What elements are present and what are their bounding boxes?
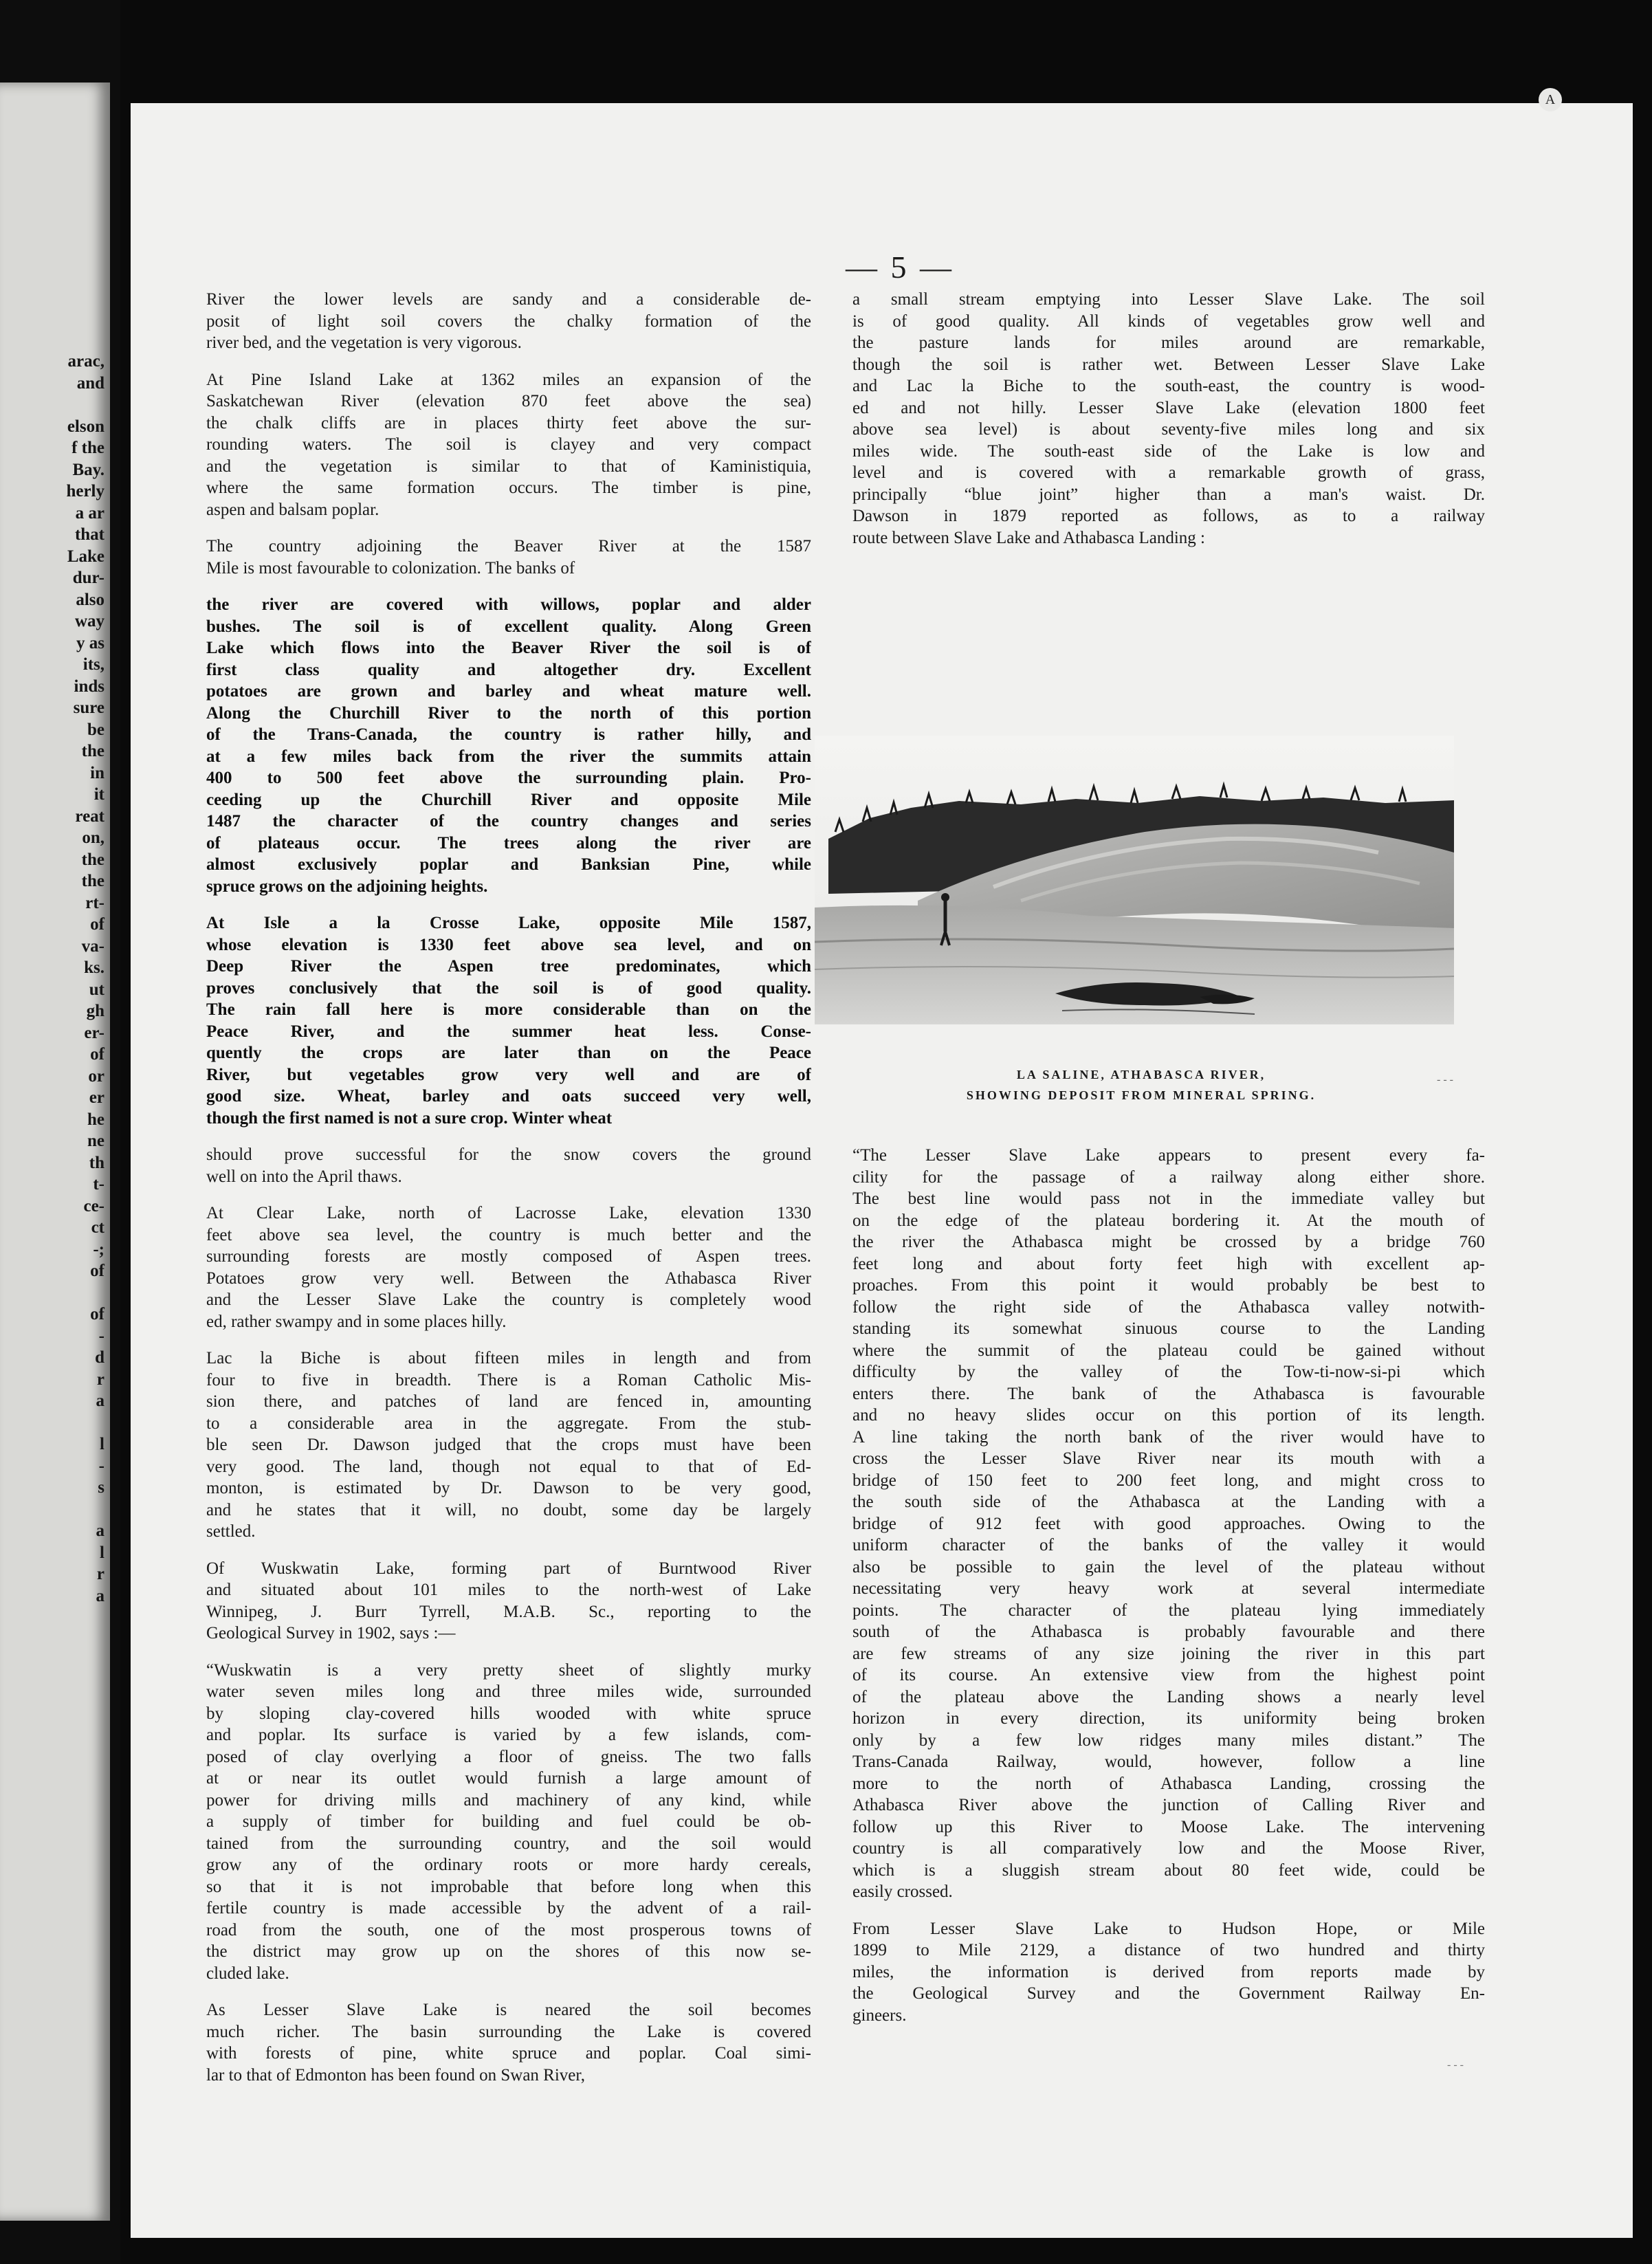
facing-page-fragment: and (76, 373, 104, 393)
facing-page-fragment: he (87, 1110, 104, 1129)
facing-page-fragment: inds (74, 677, 104, 696)
text-line: south of the Athabasca is probably favourable and there (852, 1623, 1485, 1641)
facing-page-fragment: of (90, 1262, 104, 1280)
text-line: difficulty by the valley of the Tow-ti-now-si-pi which (852, 1363, 1485, 1381)
text-line: The rain fall here is more considerable than on the (206, 1000, 811, 1019)
text-line: points. The character of the plateau lying immediately (852, 1601, 1485, 1620)
facing-page-fragment: s (98, 1478, 104, 1497)
facing-page-fragment: ce- (83, 1196, 104, 1216)
text-line: the Geological Survey and the Government Railway En- (852, 1984, 1485, 2003)
facing-page-fragment: l (100, 1435, 104, 1453)
facing-page-fragment: r (96, 1565, 104, 1583)
text-line: grow any of the ordinary roots or more hardy cereals, (206, 1856, 811, 1874)
text-line: principally “blue joint” higher than a man's waist. Dr. (852, 485, 1485, 504)
text-line: of plateaus occur. The trees along the river are (206, 833, 811, 853)
text-line: monton, is estimated by Dr. Dawson to be very good, (206, 1479, 811, 1497)
caption-line-2: SHOWING DEPOSIT FROM MINERAL SPRING. (966, 1088, 1317, 1102)
right-text-column (852, 289, 1485, 564)
paragraph-p2 (206, 369, 811, 521)
text-line: and situated about 101 miles to the north-west of Lake (206, 1581, 811, 1599)
text-line: a supply of timber for building and fuel could be ob- (206, 1812, 811, 1831)
text-line: of the plateau above the Landing shows a nearly level (852, 1687, 1485, 1706)
facing-page-text (0, 351, 110, 1607)
facing-page-fragment: its, (82, 655, 104, 674)
paragraph-p9 (206, 1558, 811, 1645)
paragraph-r3 (852, 1918, 1485, 2027)
text-line: to a considerable area in the aggregate. From the stub- (206, 1414, 811, 1433)
text-line: River, but vegetables grow very well and are of (206, 1065, 811, 1084)
text-line: where the same formation occurs. The timber is pine, (206, 479, 811, 497)
photograph (815, 736, 1454, 1024)
text-line: the pasture lands for miles around are remarkable, (852, 333, 1485, 352)
text-line: Mile is most favourable to colonization. The banks of (206, 558, 575, 578)
text-line: At Clear Lake, north of Lacrosse Lake, elevation 1330 (206, 1204, 811, 1222)
facing-page-fragment: a (96, 1392, 104, 1410)
text-line: and the vegetation is similar to that of Kaministiquia, (206, 457, 811, 476)
facing-page-fragment: rt- (85, 893, 104, 912)
text-line: and he states that it will, no doubt, some day be largely (206, 1500, 811, 1519)
facing-page-fragment: - (98, 1456, 104, 1475)
text-line: and no heavy slides occur on this portion of its length. (852, 1406, 1485, 1425)
text-line: At Pine Island Lake at 1362 miles an expansion of the (206, 370, 811, 389)
text-line: the chalk cliffs are in places thirty feet above the sur- (206, 413, 811, 432)
facing-page-edge (0, 83, 110, 2221)
text-line: ed, rather swampy and in some places hilly. (206, 1312, 507, 1331)
text-line: very good. The land, though not equal to that of Ed- (206, 1457, 811, 1476)
text-line: proves conclusively that the soil is of good quality. (206, 978, 811, 998)
text-line: power for driving mills and machinery of any kind, while (206, 1790, 811, 1810)
text-line: The country adjoining the Beaver River at the 1587 (206, 537, 811, 556)
facing-page-fragment: of (90, 1045, 104, 1064)
text-line: bushes. The soil is of excellent quality. Along Green (206, 617, 811, 636)
text-line: As Lesser Slave Lake is neared the soil becomes (206, 2001, 811, 2019)
text-line: on the edge of the plateau bordering it. At the mouth of (852, 1211, 1485, 1230)
text-line: first class quality and altogether dry. Excellent (206, 660, 811, 679)
text-line: are few streams of any size joining the river in this part (852, 1644, 1485, 1663)
facing-page-fragment: y as (76, 633, 104, 652)
text-line: also be possible to gain the level of the plateau without (852, 1557, 1485, 1576)
text-line: at a few miles back from the river the summits attain (206, 747, 811, 766)
facing-page-fragment (0, 1282, 110, 1304)
text-line: the river the Athabasca might be crossed by a bridge 760 (852, 1233, 1485, 1251)
facing-page-fragment (0, 394, 110, 416)
la-saline-photo (815, 736, 1454, 1024)
facing-page-fragment: t- (93, 1175, 104, 1194)
facing-page-fragment: ut (89, 980, 104, 999)
text-line: gineers. (852, 2005, 907, 2025)
paragraph-p1 (206, 289, 811, 354)
margin-mark: - - - (1437, 1074, 1453, 1086)
facing-page-fragment: -; (93, 1240, 104, 1259)
paragraph-p7 (206, 1202, 811, 1332)
paragraph-r2 (852, 1145, 1485, 1903)
text-line: Trans-Canada Railway, would, however, follow a line (852, 1752, 1485, 1771)
paragraph-p11 (206, 1999, 811, 2086)
text-line: should prove successful for the snow covers the ground (206, 1145, 811, 1164)
text-line: by sloping clay-covered hills wooded with white spruce (206, 1704, 811, 1723)
text-line: tained from the surrounding country, and the soil would (206, 1834, 811, 1853)
text-line: well on into the April thaws. (206, 1167, 402, 1186)
text-line: at or near its outlet would furnish a large amount of (206, 1769, 811, 1788)
text-line: easily crossed. (852, 1882, 953, 1901)
facing-page-fragment: ct (91, 1218, 104, 1237)
facing-page-fragment: herly (66, 482, 104, 501)
facing-page-fragment: er (89, 1088, 104, 1107)
text-line: miles wide. The south-east side of the Lake is low and (852, 441, 1485, 461)
text-line: Saskatchewan River (elevation 870 feet above the sea) (206, 392, 811, 410)
facing-page-fragment: way (74, 612, 104, 630)
text-line: miles, the information is derived from reports made by (852, 1962, 1485, 1981)
text-line: surrounding forests are mostly composed of Aspen trees. (206, 1247, 811, 1266)
facing-page-fragment: th (89, 1153, 104, 1172)
facing-page-fragment: a (96, 1586, 104, 1605)
text-line: Lac la Biche is about fifteen miles in length and from (206, 1349, 811, 1367)
text-line: is of good quality. All kinds of vegetables grow well and (852, 311, 1485, 331)
text-line: quently the crops are later than on the Peace (206, 1044, 811, 1062)
facing-page-fragment: of (90, 1305, 104, 1323)
facing-page-fragment: arac, (67, 352, 104, 371)
text-line: The best line would pass not in the immediate valley but (852, 1189, 1485, 1208)
text-line: posit of light soil covers the chalky formation of the (206, 311, 811, 331)
text-line: bridge of 912 feet with good approaches. Owing to the (852, 1514, 1485, 1533)
text-line: 400 to 500 feet above the surrounding plain. Pro- (206, 769, 811, 787)
facing-page-fragment: the (81, 850, 104, 869)
left-text-column (206, 289, 811, 2101)
text-line: though the first named is not a sure crop. Winter wheat (206, 1108, 613, 1128)
caption-line-1: LA SALINE, ATHABASCA RIVER, (1016, 1068, 1266, 1081)
facing-page-fragment (0, 1412, 110, 1434)
text-line: cross the Lesser Slave River near its mouth with a (852, 1449, 1485, 1468)
text-line: From Lesser Slave Lake to Hudson Hope, or Mile (852, 1919, 1485, 1938)
facing-page-fragment: ne (87, 1132, 104, 1150)
paragraph-p8 (206, 1348, 811, 1543)
facing-page-fragment: - (98, 1326, 104, 1345)
paragraph-p4 (206, 594, 811, 897)
paragraph-p6 (206, 1144, 811, 1187)
text-line: 1899 to Mile 2129, a distance of two hundred and thirty (852, 1941, 1485, 1959)
paragraph-p3 (206, 536, 811, 579)
text-line: almost exclusively poplar and Banksian Pine, while (206, 855, 811, 874)
text-line: good size. Wheat, barley and oats succeed very well, (206, 1087, 811, 1106)
text-line: road from the south, one of the most prosperous towns of (206, 1920, 811, 1939)
text-line: more to the north of Athabasca Landing, crossing the (852, 1774, 1485, 1793)
footer-mark: - - - (1447, 2059, 1464, 2071)
text-line: so that it is not improbable that before long when this (206, 1877, 811, 1896)
text-line: Winnipeg, J. Burr Tyrrell, M.A.B. Sc., reporting to the (206, 1602, 811, 1621)
facing-page-fragment: f the (71, 439, 104, 457)
text-line: necessitating very heavy work at several intermediate (852, 1579, 1485, 1598)
text-line: country is all comparatively low and the Moose River, (852, 1839, 1485, 1858)
text-line: and the Lesser Slave Lake the country is completely wood (206, 1290, 811, 1309)
text-line: of its course. An extensive view from the highest point (852, 1666, 1485, 1684)
text-line: posed of clay overlying a floor of gneiss. The two falls (206, 1747, 811, 1766)
facing-page-fragment: or (88, 1066, 104, 1086)
right-column-bottom-text (852, 1145, 1485, 2041)
text-line: the south side of the Athabasca at the Landing with a (852, 1493, 1485, 1511)
text-line: Athabasca River above the junction of Calling River and (852, 1796, 1485, 1814)
text-line: ble seen Dr. Dawson judged that the crops must have been (206, 1436, 811, 1454)
text-line: At Isle a la Crosse Lake, opposite Mile 1587, (206, 914, 811, 932)
text-line: proaches. From this point it would probably be best to (852, 1276, 1485, 1295)
facing-page-fragment: dur- (72, 569, 104, 587)
facing-page-fragment: Lake (67, 547, 104, 566)
library-stamp-icon: A (1539, 88, 1562, 111)
text-line: River the lower levels are sandy and a considerable de- (206, 290, 811, 309)
facing-page-fragment: er- (84, 1023, 104, 1042)
facing-page-fragment: a (96, 1521, 104, 1540)
text-line: and Lac la Biche to the south-east, the country is wood- (852, 377, 1485, 395)
text-line: horizon in every direction, its uniformity being broken (852, 1709, 1485, 1728)
facing-page-fragment: on, (82, 828, 104, 847)
text-line: follow the right side of the Athabasca valley notwith- (852, 1297, 1485, 1317)
facing-page-fragment: Bay. (72, 460, 104, 479)
text-line: above sea level) is about seventy-five miles long and six (852, 420, 1485, 439)
text-line: “The Lesser Slave Lake appears to present every fa- (852, 1146, 1485, 1165)
facing-page-fragment: be (87, 720, 104, 739)
paragraph-r1 (852, 289, 1485, 549)
text-line: cility for the passage of a railway along either shore. (852, 1167, 1485, 1187)
text-line: settled. (206, 1522, 256, 1541)
facing-page-fragment (0, 1499, 110, 1521)
text-line: Geological Survey in 1902, says :— (206, 1624, 456, 1642)
text-line: whose elevation is 1330 feet above sea level, and on (206, 935, 811, 954)
text-line: and poplar. Its surface is varied by a few islands, com- (206, 1726, 811, 1744)
facing-page-fragment: r (96, 1370, 104, 1389)
text-line: the river are covered with willows, poplar and alder (206, 595, 811, 614)
text-line: where the summit of the plateau could be gained without (852, 1341, 1485, 1360)
text-line: follow up this River to Moose Lake. The intervening (852, 1817, 1485, 1836)
facing-page-fragment: d (95, 1348, 104, 1367)
text-line: standing its somewhat sinuous course to the Landing (852, 1319, 1485, 1338)
facing-page-fragment: sure (73, 699, 104, 717)
facing-page-fragment: reat (75, 806, 104, 826)
text-line: rounding waters. The soil is clayey and very compact (206, 435, 811, 454)
text-line: river bed, and the vegetation is very vigorous. (206, 333, 522, 352)
text-line: aspen and balsam poplar. (206, 500, 379, 519)
text-line: lar to that of Edmonton has been found on Swan River, (206, 2065, 585, 2085)
text-line: which is a sluggish stream about 80 feet wide, could be (852, 1860, 1485, 1880)
text-line: Deep River the Aspen tree predominates, which (206, 957, 811, 976)
text-line: ed and not hilly. Lesser Slave Lake (elevation 1800 feet (852, 398, 1485, 417)
text-line: “Wuskwatin is a very pretty sheet of slightly murky (206, 1660, 811, 1680)
text-line: fertile country is made accessible by the advent of a rail- (206, 1899, 811, 1917)
text-line: route between Slave Lake and Athabasca Landing : (852, 528, 1206, 547)
facing-page-fragment: of (90, 915, 104, 934)
text-line: Dawson in 1879 reported as follows, as to a railway (852, 507, 1485, 525)
text-line: spruce grows on the adjoining heights. (206, 877, 488, 896)
paragraph-p10 (206, 1660, 811, 1985)
facing-page-fragment: it (93, 785, 104, 804)
text-line: with forests of pine, white spruce and poplar. Coal simi- (206, 2044, 811, 2063)
text-line: though the soil is rather wet. Between Lesser Slave Lake (852, 355, 1485, 374)
text-line: of the Trans-Canada, the country is rather hilly, and (206, 725, 811, 744)
text-line: Of Wuskwatin Lake, forming part of Burntwood River (206, 1559, 811, 1578)
facing-page-fragment: gh (86, 1002, 104, 1020)
text-line: ceeding up the Churchill River and opposite Mile (206, 790, 811, 809)
facing-page-fragment: also (76, 590, 104, 609)
text-line: uniform character of the banks of the valley it would (852, 1536, 1485, 1554)
text-line: Peace River, and the summer heat less. Conse- (206, 1022, 811, 1041)
text-line: bridge of 150 feet to 200 feet long, and might cross to (852, 1471, 1485, 1490)
text-line: much richer. The basin surrounding the Lake is covered (206, 2022, 811, 2041)
text-line: feet long and about forty feet high with excellent ap- (852, 1254, 1485, 1273)
text-line: only by a few low ridges many miles distant.” The (852, 1730, 1485, 1750)
facing-page-fragment: ks. (84, 958, 104, 977)
text-line: sion there, and patches of land are fenced in, amounting (206, 1392, 811, 1411)
text-line: enters there. The bank of the Athabasca is favourable (852, 1384, 1485, 1403)
facing-page-fragment: va- (81, 936, 104, 956)
facing-page-fragment: in (90, 763, 104, 782)
text-line: A line taking the north bank of the river would have to (852, 1427, 1485, 1447)
facing-page-fragment: l (100, 1543, 104, 1562)
facing-page-fragment: that (74, 525, 104, 544)
facing-page-fragment: elson (67, 417, 104, 436)
text-line: Potatoes grow very well. Between the Athabasca River (206, 1268, 811, 1288)
facing-page-fragment: the (81, 872, 104, 890)
facing-page-fragment: a ar (75, 503, 104, 523)
text-line: 1487 the character of the country changes and series (206, 812, 811, 831)
text-line: the district may grow up on the shores of this now se- (206, 1942, 811, 1961)
text-line: cluded lake. (206, 1964, 289, 1983)
text-line: water seven miles long and three miles wide, surrounded (206, 1682, 811, 1701)
text-line: Lake which flows into the Beaver River the soil is of (206, 639, 811, 657)
text-line: a small stream emptying into Lesser Slave Lake. The soil (852, 290, 1485, 309)
text-line: feet above sea level, the country is much better and the (206, 1225, 811, 1244)
text-line: potatoes are grown and barley and wheat mature well. (206, 682, 811, 701)
text-line: level and is covered with a remarkable growth of grass, (852, 463, 1485, 482)
facing-page-fragment: the (81, 742, 104, 760)
text-line: Along the Churchill River to the north of this portion (206, 703, 811, 723)
photo-caption (949, 1064, 1334, 1106)
text-line: four to five in breadth. There is a Roman Catholic Mis- (206, 1370, 811, 1389)
page-number: — 5 — (846, 250, 954, 285)
right-column-top-text (852, 289, 1485, 549)
paragraph-p5 (206, 912, 811, 1129)
